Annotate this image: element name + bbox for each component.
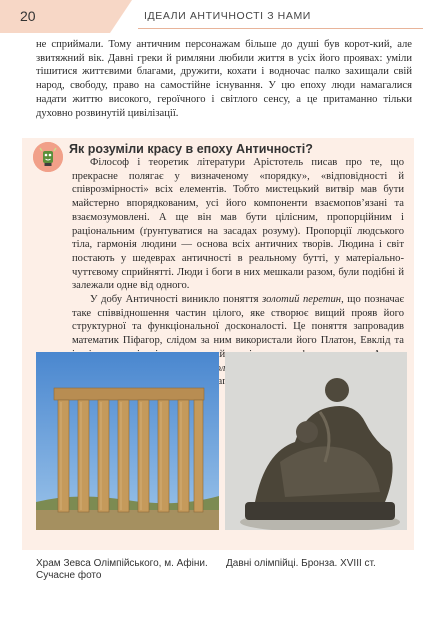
section-title: Як розуміли красу в епоху Античності? bbox=[69, 142, 313, 156]
caption-temple: Храм Зевса Олімпійського, м. Афіни. Сучасне фото bbox=[36, 558, 208, 581]
intro-paragraph: не сприймали. Тому античним персонажам більше до душі був корот-кий, але звитяжний вік. Давні греки й римляни любили життя в усіх його проявах: уміли тішитися життєвими благами, дружити, кохати і водночас палко захищали свій народ, свободу, право на самостійне існування. У цю епоху люди намагалися надати життю високого, героїчного і світлого сенсу, а це притаманно тільки духовно розвинутій цивілізації. bbox=[36, 39, 412, 119]
running-title: ІДЕАЛИ АНТИЧНОСТІ З НАМИ bbox=[144, 10, 311, 22]
header-accent bbox=[0, 0, 110, 33]
lightbulb-mascot-icon bbox=[33, 142, 63, 172]
beauty-section bbox=[22, 138, 414, 550]
page-number: 20 bbox=[20, 8, 36, 24]
header-accent-triangle bbox=[110, 0, 132, 33]
paragraph-aristotle: Філософ і теоретик літератури Арістотель писав про те, що прекрасне полягає у визначеному «порядку», «відповідності й співрозмірності» всіх елементів. Тобто мистецький витвір мав бути майстерно впорядкованим, усі його компоненти взаємопов’язані та взаємозумовлені. А ще він мав бути цілісним, пропорційним і раціональним (ґрунтуватися на засадах розуму). Пропорції людського тіла, гармонія людини — основа всіх античних творів. Людина і світ постають у шедеврах античності в реальному бутті, у матеріально-чуттєвому сприйнятті. Люди і боги в них мешкали разом, були подібні й залежали одне від одного. bbox=[72, 157, 404, 292]
term-golden-section: золотий перетин bbox=[262, 294, 342, 306]
temple-of-zeus-photo bbox=[36, 352, 219, 530]
caption-wrestlers: Давні олімпійці. Бронза. XVIII ст. bbox=[226, 558, 376, 569]
ancient-wrestlers-photo bbox=[225, 352, 407, 530]
paragraph-golden-ratio: У добу Античності виникло поняття золотий перетин, що позначає таке співвідношення частин цілого, яке створює вищий прояв його структурної та функціональної досконалості. Це поняття запровадив математик Піфагор, слідом за ним використали його Платон, Евклід та знайти bbox=[72, 293, 404, 389]
header-rule bbox=[138, 28, 423, 29]
